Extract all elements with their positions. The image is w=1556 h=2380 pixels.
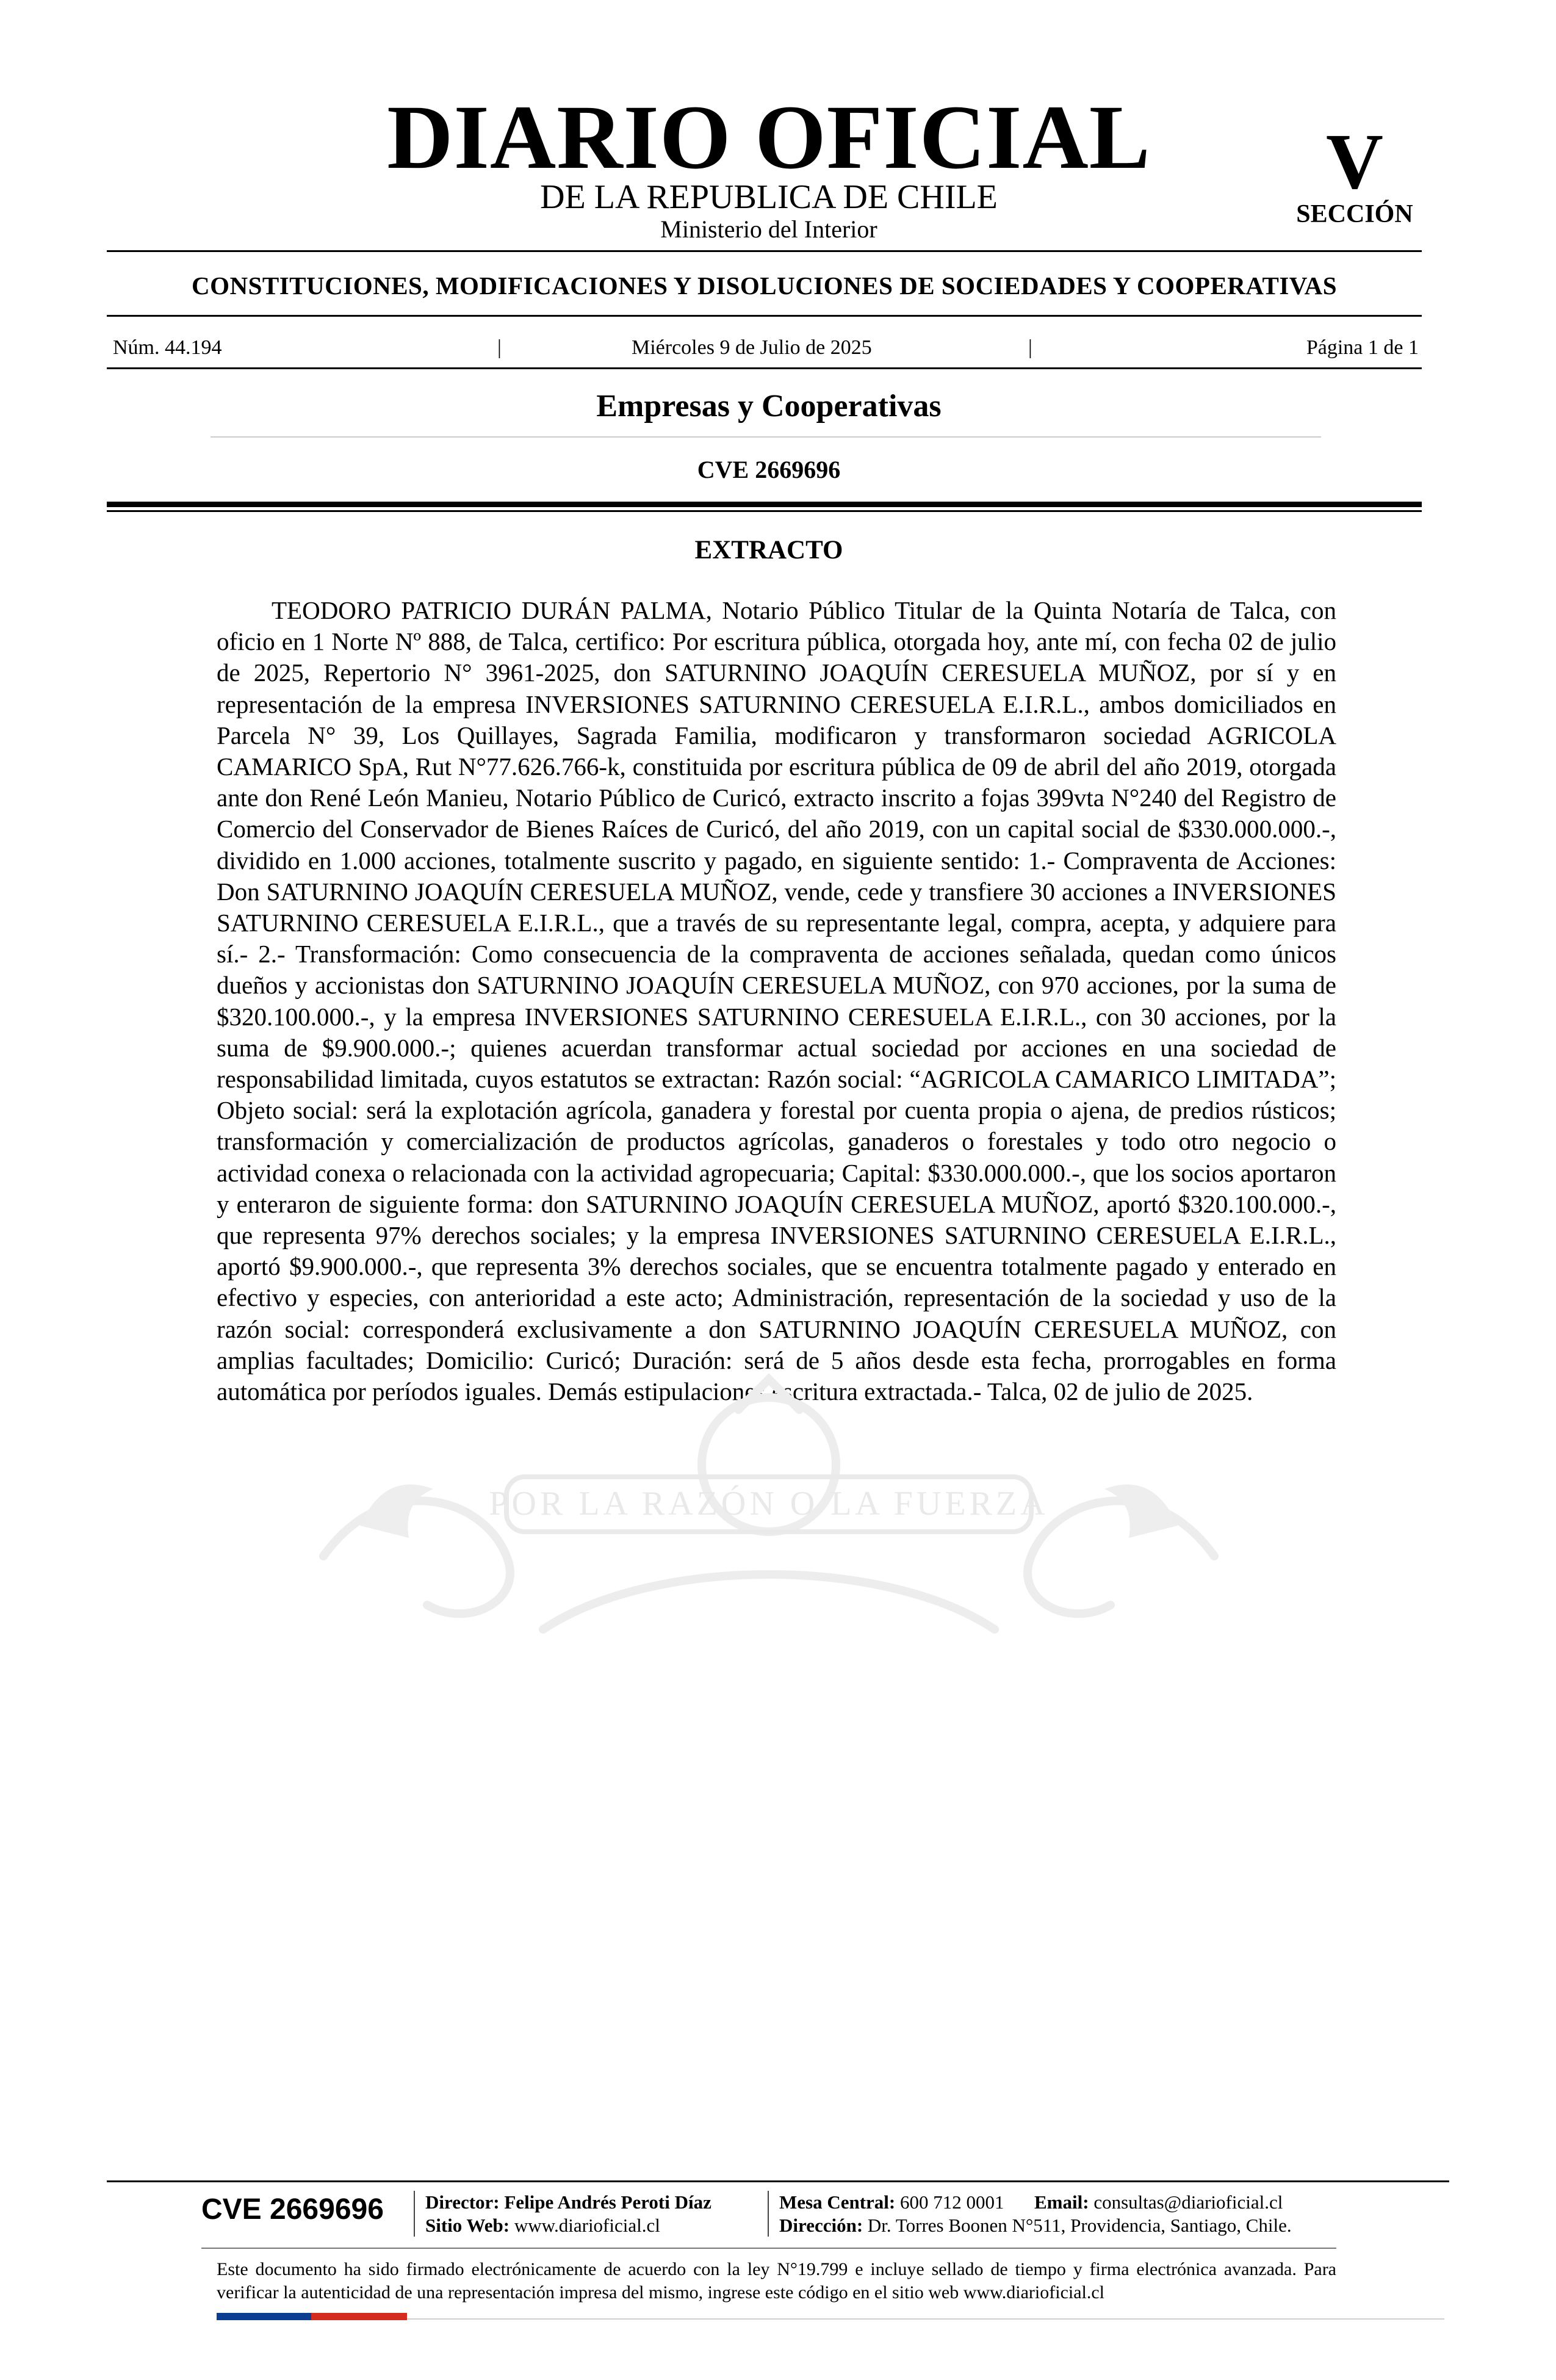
flag-stripe-red <box>311 2313 407 2320</box>
header-rule-top <box>107 250 1422 252</box>
extract-body: TEODORO PATRICIO DURÁN PALMA, Notario Público Titular de la Quinta Notaría de Talca, con oficio en 1 Norte Nº 888, de Talca, certifico: Por escritura pública, otorgada hoy, ante mí, con fecha 02 de julio de 2025, Repertorio N° 3961-2025, don SATURNINO JOAQUÍN CERESUELA MUÑOZ, por sí y en representación de la empresa INVERSIONES SATURNINO CERESUELA E.I.R.L., ambos domiciliados en Parcela N° 39, Los Quillayes, Sagrada Familia, modificaron y transformaron sociedad AGRICOLA CAMARICO SpA, Rut N°77.626.766-k, constituida por escritura pública de 09 de abril del año 2019, otorgada ante don René León Manieu, Notario Público de Curicó, extracto inscrito a fojas 399vta N°240 del Registro de Comercio del Conservador de Bienes Raíces de Curicó, del año 2019, con un capital social de $330.000.000.-, dividido en 1.000 acciones, totalmente suscrito y pagado, en siguiente sentido: 1.- Compraventa de Acciones: Don SATURNINO JOAQUÍN CERESUELA MUÑOZ, vende, cede y transfiere 30 acciones a INVERSIONES SATURNINO CERESUELA E.I.R.L., que a través de su representante legal, compra, acepta, y adquiere para sí.- 2.- Transformación: Como consecuencia de la compraventa de acciones señalada, quedan como únicos dueños y accionistas don SATURNINO JOAQUÍN CERESUELA MUÑOZ, con 970 acciones, por la suma de $320.100.000.-, y la empresa INVERSIONES SATURNINO CERESUELA E.I.R.L., con 30 acciones, por la suma de $9.900.000.-; quienes acuerdan transformar actual sociedad por acciones en una sociedad de responsabilidad limitada, cuyos estatutos se extractan: Razón social: “AGRICOLA CAMARICO LIMITADA”; Objeto social: será la explotación agrícola, ganadera y forestal por cuenta propia o ajena, de predios rústicos; transformación y comercialización de productos agrícolas, ganaderos o forestales y todo otro negocio o actividad conexa o relacionada con la actividad agropecuaria; Capital: $330.000.000.-, que los socios aportaron y enteraron de siguiente forma: don SATURNINO JOAQUÍN CERESUELA MUÑOZ, aportó $320.100.000.-, que representa 97% derechos sociales; y la empresa INVERSIONES SATURNINO CERESUELA E.I.R.L., aportó $9.900.000.-, que representa 3% derechos sociales, que se encuentra totalmente pagado y enterado en efectivo y especies, con anterioridad a este acto; Administración, representación de la sociedad y uso de la razón social: corresponderá exclusivamente a don SATURNINO JOAQUÍN CERESUELA MUÑOZ, con amplias facultades; Domicilio: Curicó; Duración: será de 5 años desde esta fecha, prorrogables en forma automática por períodos iguales. Demás estipulaciones escritura extractada.- Talca, 02 de julio de 2025. <box>217 596 1336 1406</box>
cve-code: CVE 2669696 <box>697 456 841 483</box>
address-text: Dr. Torres Boonen N°511, Providencia, Santiago, Chile. <box>867 2215 1292 2236</box>
header-rule-mid <box>107 315 1422 317</box>
footer-rule-secondary <box>201 2248 1336 2249</box>
footer-divider <box>414 2191 415 2237</box>
issue-info-bar <box>113 336 1419 360</box>
flag-stripe-line <box>407 2318 1444 2320</box>
footer-website <box>425 2214 660 2237</box>
legal-notice: Este documento ha sido firmado electrónicamente de acuerdo con la ley N°19.799 e incluye sellado de tiempo y firma electrónica avanzada. Para verificar la autenticidad de una representación impresa del mismo, ingrese este código en el sitio web www.diarioficial.cl <box>217 2259 1336 2302</box>
extract-title: EXTRACTO <box>694 536 843 564</box>
flag-stripe-blue <box>217 2313 311 2320</box>
website-label: Sitio Web: <box>425 2215 510 2236</box>
email-label: Email: <box>1034 2191 1089 2213</box>
masthead-ministry: Ministerio del Interior <box>660 215 877 243</box>
masthead-subtitle: DE LA REPUBLICA DE CHILE <box>540 178 998 216</box>
address-label: Dirección: <box>779 2215 863 2236</box>
footer-rule <box>107 2180 1449 2182</box>
director-label: Director: <box>425 2191 500 2213</box>
block-title: Empresas y Cooperativas <box>596 389 942 424</box>
footer-director <box>425 2191 711 2214</box>
issue-date: Miércoles 9 de Julio de 2025 <box>632 336 872 359</box>
issue-number: Núm. 44.194 <box>113 336 222 359</box>
footer-divider <box>768 2191 769 2237</box>
block-title-rule <box>211 436 1321 438</box>
phone-label: Mesa Central: <box>779 2191 896 2213</box>
section-letter: V <box>1326 118 1383 206</box>
watermark-motto: POR LA RAZÓN O LA FUERZA <box>489 1485 1049 1523</box>
info-bar-rule <box>107 367 1422 369</box>
info-separator: | <box>497 336 502 359</box>
footer-address <box>779 2214 1292 2237</box>
coat-of-arms-watermark <box>287 1373 1251 1654</box>
footer-cve-code: CVE 2669696 <box>201 2193 384 2226</box>
director-name: Felipe Andrés Peroti Díaz <box>504 2191 711 2213</box>
website-link[interactable]: www.diarioficial.cl <box>514 2215 660 2236</box>
category-heading: CONSTITUCIONES, MODIFICACIONES Y DISOLUCIONES DE SOCIEDADES Y COOPERATIVAS <box>191 272 1338 300</box>
page-indicator: Página 1 de 1 <box>1306 336 1419 359</box>
cve-double-rule-thin <box>107 510 1422 512</box>
cve-double-rule-thick <box>107 502 1422 507</box>
info-separator: | <box>1028 336 1032 359</box>
section-label: SECCIÓN <box>1296 200 1413 228</box>
phone-number: 600 712 0001 <box>900 2191 1004 2213</box>
masthead-title: DIARIO OFICIAL <box>387 87 1151 188</box>
email-link[interactable]: consultas@diarioficial.cl <box>1093 2191 1283 2213</box>
footer-contact <box>779 2191 1283 2214</box>
